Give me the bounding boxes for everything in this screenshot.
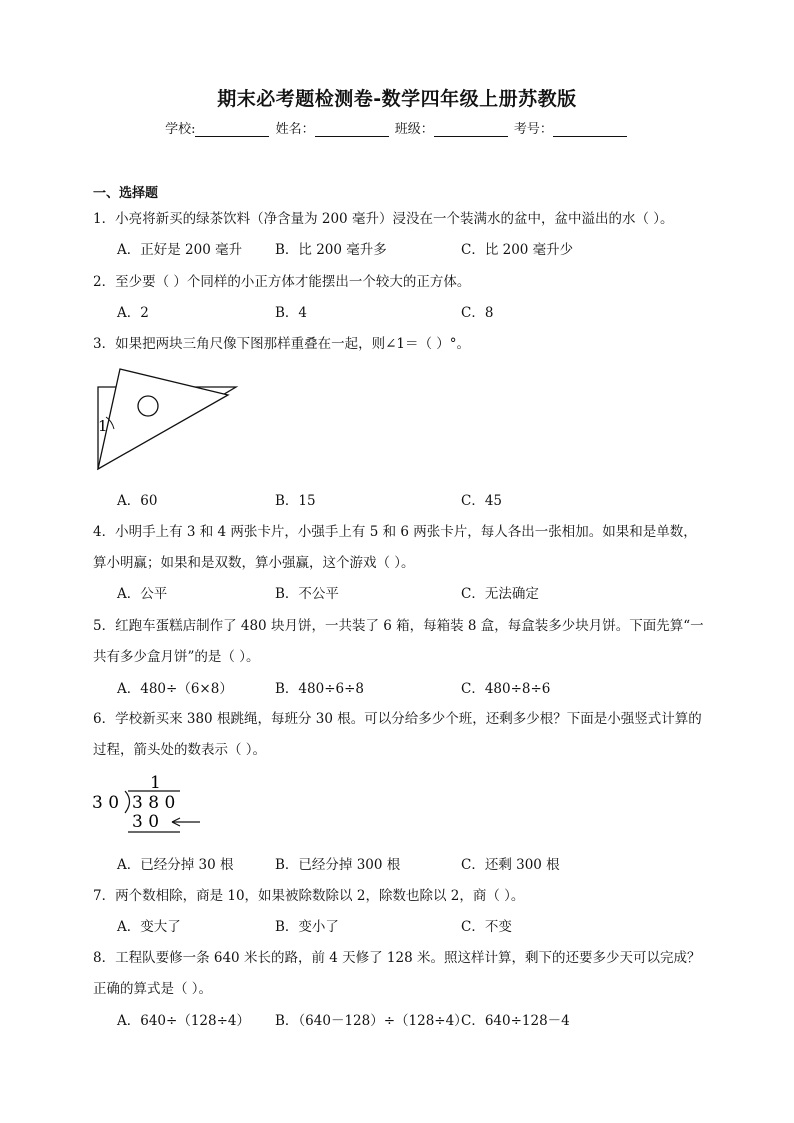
question-1-option-c[interactable]: C．比 200 毫升少	[461, 242, 574, 258]
question-8-option-a[interactable]: A．640÷（128÷4）	[117, 1013, 250, 1029]
division-quotient: 1	[150, 773, 161, 793]
class-label: 班级：	[394, 122, 434, 137]
question-6-option-c[interactable]: C．还剩 300 根	[461, 857, 560, 873]
question-2-stem: 2．至少要（ ）个同样的小正方体才能摆出一个较大的正方体。	[93, 274, 471, 290]
exam-title: 期末必考题检测卷-数学四年级上册苏教版	[217, 88, 577, 110]
question-1-option-b[interactable]: B．比 200 毫升多	[275, 242, 387, 258]
class-blank[interactable]	[434, 122, 508, 137]
question-2-option-c[interactable]: C．8	[461, 305, 494, 321]
question-2-option-a[interactable]: A．2	[117, 305, 149, 321]
division-bracket	[125, 791, 130, 813]
question-1-option-a[interactable]: A．正好是 200 毫升	[117, 242, 243, 258]
school-blank[interactable]	[195, 122, 269, 137]
front-set-square	[98, 369, 228, 469]
division-product: 3 0	[132, 812, 160, 832]
number-blank[interactable]	[553, 122, 627, 137]
question-2-option-b[interactable]: B．4	[275, 305, 308, 321]
question-4-option-b[interactable]: B．不公平	[275, 586, 339, 602]
question-3-option-b[interactable]: B．15	[275, 493, 316, 509]
question-5-option-b[interactable]: B．480÷6÷8	[275, 681, 364, 697]
question-4-option-a[interactable]: A．公平	[117, 586, 168, 602]
question-3-option-a[interactable]: A．60	[117, 493, 158, 509]
school-label: 学校:	[165, 122, 196, 137]
question-5-stem-line1: 5．红跑车蛋糕店制作了 480 块月饼，一共装了 6 箱，每箱装 8 盒，每盒装多少块月饼。下面先算“一	[93, 618, 704, 634]
question-7-option-b[interactable]: B．变小了	[275, 919, 339, 935]
division-dividend: 3 8 0	[132, 793, 176, 813]
question-1-stem: 1．小亮将新买的绿茶饮料（净含量为 200 毫升）浸没在一个装满水的盆中，盆中溢出的水（ ）。	[93, 211, 674, 227]
question-4-option-c[interactable]: C．无法确定	[461, 586, 539, 602]
question-5-stem-line2: 共有多少盒月饼”的是（ ）。	[93, 649, 260, 665]
question-7-option-a[interactable]: A．变大了	[117, 919, 181, 935]
section-title: 一、选择题	[93, 186, 159, 201]
name-label: 姓名：	[275, 122, 315, 137]
question-5-option-a[interactable]: A．480÷（6×8）	[117, 681, 233, 697]
question-7-option-c[interactable]: C．不变	[461, 919, 512, 935]
number-label: 考号：	[513, 122, 553, 137]
name-blank[interactable]	[315, 122, 389, 137]
long-division-figure	[88, 768, 208, 836]
student-info-line	[0, 118, 794, 137]
division-divisor: 3 0	[92, 793, 120, 813]
question-5-option-c[interactable]: C．480÷8÷6	[461, 681, 551, 697]
question-8-stem-line1: 8．工程队要修一条 640 米长的路，前 4 天修了 128 米。照这样计算，剩下的还要多少天可以完成？	[93, 950, 701, 966]
question-4-stem-line1: 4．小明手上有 3 和 4 两张卡片，小强手上有 5 和 6 两张卡片，每人各出一张相加。如果和是单数，	[93, 524, 697, 540]
question-8-option-c[interactable]: C．640÷128－4	[461, 1013, 570, 1029]
question-8-option-b[interactable]: B．（640－128）÷（128÷4）	[275, 1013, 468, 1029]
question-7-stem: 7．两个数相除，商是 10，如果被除数除以 2，除数也除以 2，商（ ）。	[93, 888, 525, 904]
question-6-stem-line2: 过程，箭头处的数表示（ ）。	[93, 742, 267, 758]
question-8-stem-line2: 正确的算式是（ ）。	[93, 981, 213, 997]
question-3-stem: 3．如果把两块三角尺像下图那样重叠在一起，则∠1＝（ ）°。	[93, 336, 471, 352]
question-6-option-b[interactable]: B．已经分掉 300 根	[275, 857, 401, 873]
question-3-option-c[interactable]: C．45	[461, 493, 503, 509]
question-6-stem-line1: 6．学校新买来 380 根跳绳，每班分 30 根。可以分给多少个班，还剩多少根？下面是小强竖式计算的	[93, 711, 702, 727]
triangle-rulers-figure	[90, 365, 240, 473]
question-6-option-a[interactable]: A．已经分掉 30 根	[117, 857, 234, 873]
angle-1-label: 1	[98, 417, 108, 435]
question-4-stem-line2: 算小明赢；如果和是双数，算小强赢，这个游戏（ ）。	[93, 555, 415, 571]
